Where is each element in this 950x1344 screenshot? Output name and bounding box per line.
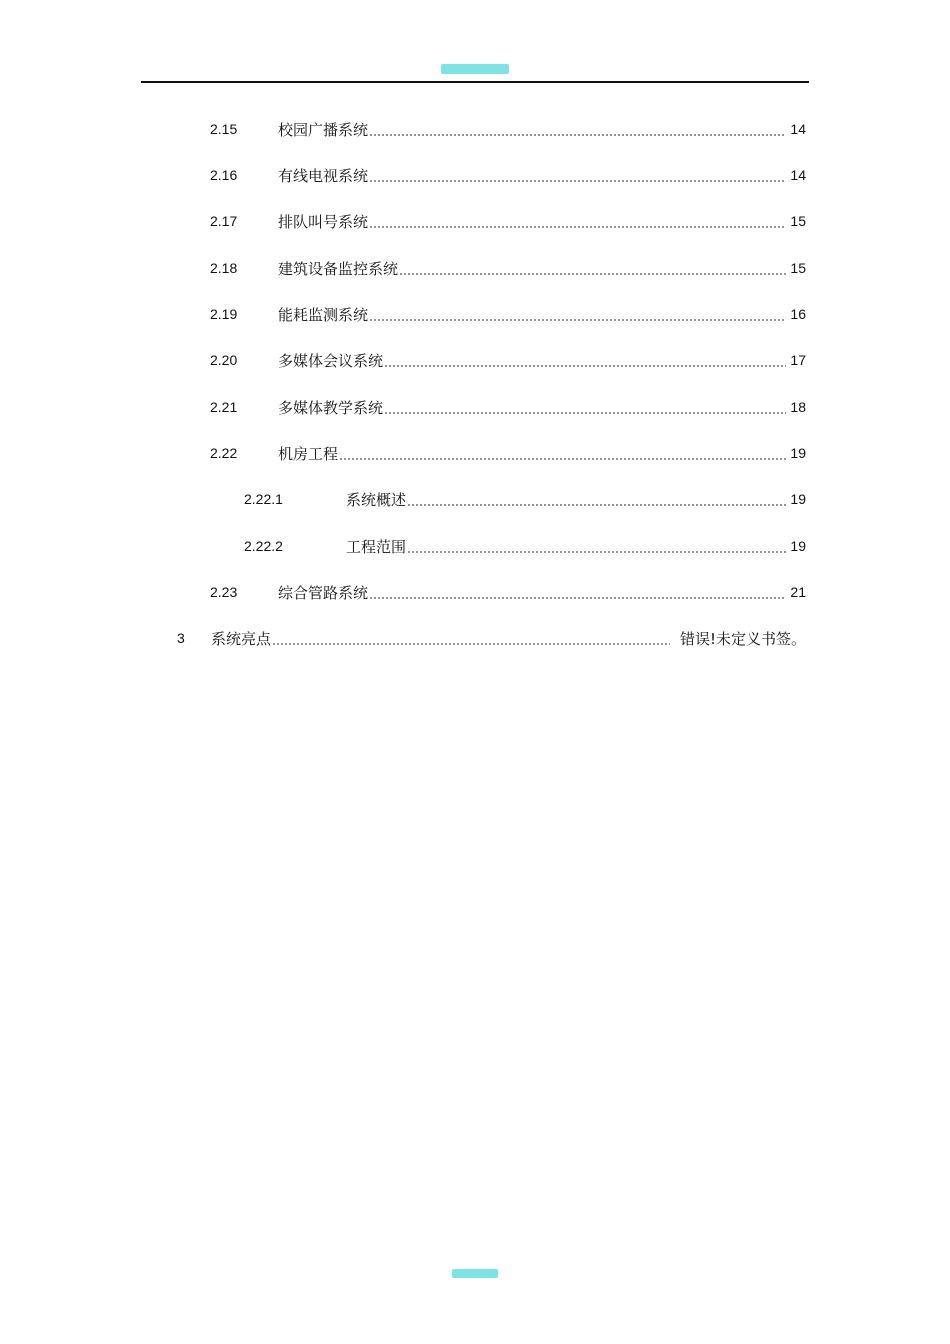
toc-title: 系统概述 xyxy=(346,490,407,509)
toc-title: 建筑设备监控系统 xyxy=(278,259,399,278)
toc-number: 2.22 xyxy=(210,445,238,461)
toc-page-number: 19 xyxy=(790,538,806,554)
toc-page-number: 21 xyxy=(790,584,806,600)
toc-title: 有线电视系统 xyxy=(278,166,369,185)
toc-page-number: 15 xyxy=(790,213,806,229)
toc-title: 综合管路系统 xyxy=(278,583,369,602)
toc-leader xyxy=(399,257,786,279)
toc-entry[interactable] xyxy=(210,442,806,464)
footer-watermark xyxy=(452,1269,498,1278)
toc-leader xyxy=(384,396,786,418)
toc-entry[interactable] xyxy=(177,627,806,649)
toc-title: 多媒体会议系统 xyxy=(278,351,384,370)
toc-leader xyxy=(369,164,786,186)
toc-entry[interactable] xyxy=(244,488,806,510)
toc-number: 2.15 xyxy=(210,121,238,137)
toc-page-number: 15 xyxy=(790,260,806,276)
toc-page-number: 错误!未定义书签。 xyxy=(679,629,806,648)
toc-entry[interactable] xyxy=(210,303,806,325)
toc-entry[interactable] xyxy=(210,349,806,371)
toc-leader xyxy=(369,303,786,325)
toc-title: 机房工程 xyxy=(278,444,339,463)
toc-leader xyxy=(272,627,670,649)
toc-leader xyxy=(369,210,786,232)
toc-title: 排队叫号系统 xyxy=(278,212,369,231)
toc-number: 3 xyxy=(177,630,185,646)
toc-page-number: 19 xyxy=(790,445,806,461)
toc-entry[interactable] xyxy=(210,581,806,603)
toc-number: 2.18 xyxy=(210,260,238,276)
toc-leader xyxy=(339,442,786,464)
toc-number: 2.23 xyxy=(210,584,238,600)
toc-number: 2.19 xyxy=(210,306,238,322)
toc-entry[interactable] xyxy=(210,257,806,279)
toc-page-number: 14 xyxy=(790,121,806,137)
toc-leader xyxy=(407,488,786,510)
toc-number: 2.17 xyxy=(210,213,238,229)
toc-leader xyxy=(384,349,786,371)
toc-title: 能耗监测系统 xyxy=(278,305,369,324)
toc-page-number: 14 xyxy=(790,167,806,183)
toc-entry[interactable] xyxy=(210,164,806,186)
toc-number: 2.16 xyxy=(210,167,238,183)
toc-title: 校园广播系统 xyxy=(278,120,369,139)
toc-number: 2.20 xyxy=(210,352,238,368)
toc-number: 2.21 xyxy=(210,399,238,415)
toc-leader xyxy=(369,118,786,140)
header-watermark xyxy=(441,64,509,74)
toc-leader xyxy=(369,581,786,603)
toc-entry[interactable] xyxy=(210,210,806,232)
toc-leader xyxy=(407,535,786,557)
toc-page-number: 19 xyxy=(790,491,806,507)
toc-number: 2.22.2 xyxy=(244,538,283,554)
toc-title: 系统亮点 xyxy=(211,629,272,648)
toc-entry[interactable] xyxy=(210,396,806,418)
toc-number: 2.22.1 xyxy=(244,491,283,507)
toc-entry[interactable] xyxy=(210,118,806,140)
toc-title: 工程范围 xyxy=(346,537,407,556)
toc-page-number: 17 xyxy=(790,352,806,368)
header-rule xyxy=(141,81,809,84)
toc-entry[interactable] xyxy=(244,535,806,557)
toc-title: 多媒体教学系统 xyxy=(278,398,384,417)
toc-page-number: 16 xyxy=(790,306,806,322)
toc-page-number: 18 xyxy=(790,399,806,415)
